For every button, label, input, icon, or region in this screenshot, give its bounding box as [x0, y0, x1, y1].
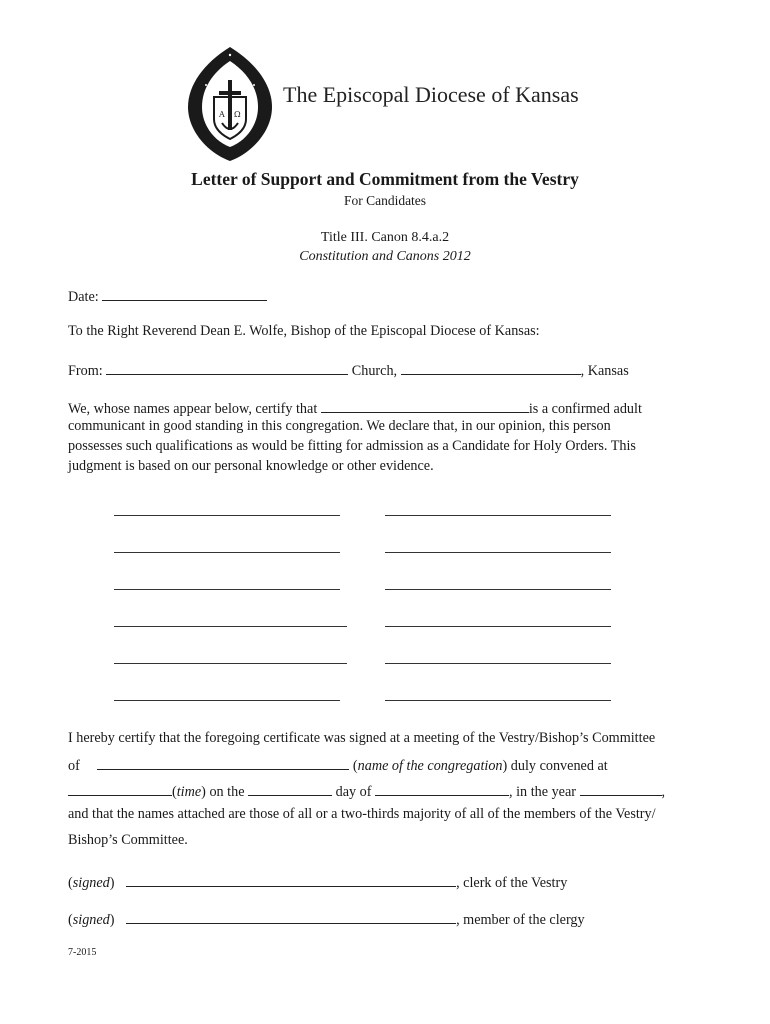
document-title: Letter of Support and Commitment from the Vestry — [191, 169, 579, 189]
signature-line[interactable] — [385, 552, 611, 553]
comma: , — [661, 784, 666, 800]
date-row — [68, 286, 267, 306]
signature-line[interactable] — [385, 700, 611, 701]
signature-line[interactable] — [114, 589, 340, 590]
time-hint: time — [176, 784, 202, 800]
svg-text:Ω: Ω — [234, 110, 241, 119]
svg-text:A: A — [219, 110, 225, 119]
signed-label: signed — [72, 912, 110, 928]
diocese-seal-logo — [186, 45, 274, 163]
certify-line-4: judgment is based on our personal knowledge or other evidence. — [68, 458, 434, 474]
date-field[interactable] — [102, 286, 267, 301]
document-subtitle: For Candidates — [343, 193, 427, 208]
clerk-suffix: , clerk of the Vestry — [456, 875, 568, 891]
signature-line[interactable] — [114, 552, 340, 553]
from-row — [68, 360, 629, 380]
signature-line[interactable] — [385, 626, 611, 627]
from-label: From: — [68, 363, 103, 379]
clergy-suffix: , member of the clergy — [456, 912, 585, 928]
church-city-field[interactable] — [401, 360, 581, 375]
signed-label: signed — [72, 875, 110, 891]
candidate-name-field[interactable] — [321, 398, 529, 413]
day-field[interactable] — [248, 781, 332, 796]
certify-text-end: is a confirmed adult — [528, 401, 642, 417]
signature-line[interactable] — [114, 663, 347, 664]
certify-text: We, whose names appear below, certify that — [68, 401, 318, 417]
clerk-signature-row: (signed) , clerk of the Vestry — [68, 872, 567, 892]
in-the-year-text: , in the year — [509, 784, 576, 800]
signature-line[interactable] — [114, 626, 347, 627]
on-the-text: ) on the — [201, 784, 245, 800]
meeting-cert-line-2: of (name of the congregation) duly convened at — [68, 755, 608, 775]
year-field[interactable] — [580, 781, 662, 796]
form-version-code: 7-2015 — [68, 947, 97, 958]
kansas-label: , Kansas — [580, 363, 629, 379]
meeting-cert-line-3: (time) on the day of , in the year , — [68, 781, 665, 801]
time-field[interactable] — [68, 781, 172, 796]
congregation-field[interactable] — [97, 755, 349, 770]
from-field[interactable] — [106, 360, 348, 375]
day-of-text: day of — [335, 784, 372, 800]
diocese-name: The Episcopal Diocese of Kansas — [283, 82, 579, 107]
clerk-signature-field[interactable] — [126, 872, 456, 887]
certify-line-1 — [68, 398, 642, 418]
certify-line-3: possesses such qualifications as would be fitting for admission as a Candidate for Holy Orders. This — [68, 438, 636, 454]
salutation: To the Right Reverend Dean E. Wolfe, Bishop of the Episcopal Diocese of Kansas: — [68, 323, 540, 339]
duly-convened-text: ) duly convened at — [502, 758, 608, 774]
constitution-reference: Constitution and Canons 2012 — [299, 249, 471, 264]
signature-line[interactable] — [114, 700, 340, 701]
canon-reference: Title III. Canon 8.4.a.2 — [320, 230, 450, 245]
certify-line-2: communicant in good standing in this congregation. We declare that, in our opinion, this person — [68, 418, 611, 434]
congregation-hint: name of the congregation — [357, 758, 503, 774]
of-label: of — [68, 758, 80, 774]
meeting-cert-line-1: I hereby certify that the foregoing certificate was signed at a meeting of the Vestry/Bishop’s Committee — [68, 730, 656, 746]
clergy-signature-field[interactable] — [126, 909, 456, 924]
date-label: Date: — [68, 289, 99, 305]
signature-line[interactable] — [385, 515, 611, 516]
signature-line[interactable] — [385, 663, 611, 664]
meeting-cert-line-5: Bishop’s Committee. — [68, 832, 188, 848]
church-label: Church, — [351, 363, 398, 379]
clergy-signature-row: (signed) , member of the clergy — [68, 909, 585, 929]
meeting-cert-line-4: and that the names attached are those of all or a two-thirds majority of all of the members of the Vestry/ — [68, 806, 656, 822]
signature-line[interactable] — [385, 589, 611, 590]
month-field[interactable] — [375, 781, 509, 796]
signature-line[interactable] — [114, 515, 340, 516]
